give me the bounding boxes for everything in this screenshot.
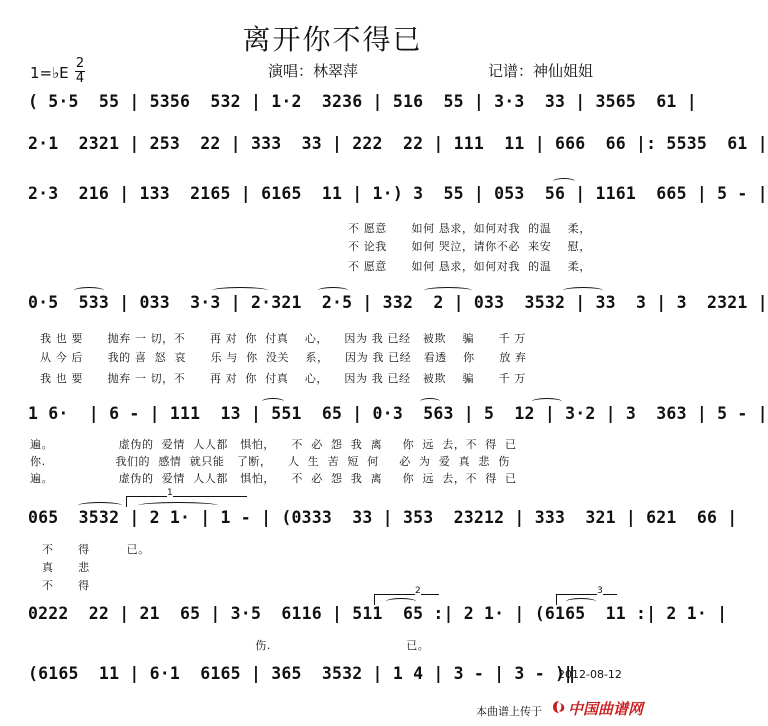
notation-system-4: 0·5 533 | 033 3·3 | 2·321 2·5 | 332 2 | 033 3532 | 33 3 | 3 2321 |: [28, 293, 768, 312]
singer-credit: 演唱：林翠萍: [268, 62, 359, 80]
notation-system-2: 2·1 2321 | 253 22 | 333 33 | 222 22 | 111 11 | 666 66 |: 5535 61 |: [28, 134, 768, 153]
key-signature: 1=♭E: [30, 64, 69, 82]
slur-mark: [318, 287, 348, 294]
slur-mark: [532, 398, 562, 405]
notation-system-7: 0222 22 | 21 65 | 3·5 6116 | 511 65 :| 2 1· | (6165 11 :| 2 1· |: [28, 604, 728, 623]
upload-note: 本曲谱上传于: [476, 705, 542, 718]
notation-system-8: (6165 11 | 6·1 6165 | 365 3532 | 1 4 | 3 - | 3 - )‖: [28, 664, 576, 683]
slur-mark: [74, 287, 104, 294]
notation-system-1: ( 5·5 55 | 5356 532 | 1·2 3236 | 516 55 | 3·3 33 | 3565 61 |: [28, 92, 697, 111]
lyric-line: 不 论我 如何 哭泣，请你不必 来安 慰，: [348, 240, 591, 253]
notation-system-6: 065 3532 | 2 1· | 1 - | (0333 33 | 353 23212 | 333 321 | 621 66 |: [28, 508, 738, 527]
lyric-line: 遍。 虚伪的 爱情 人人都 惧怕， 不 必 怨 我 离 你 远 去，不 得 已: [30, 438, 517, 451]
transcription-date: 2012-08-12: [558, 668, 622, 681]
notation-system-3: 2·3 216 | 133 2165 | 6165 11 | 1·) 3 55 | 053 56 | 1161 665 | 5 - |: [28, 184, 768, 203]
lyric-line: 你. 我们的 感情 就只能 了断， 人 生 苦 短 何 必 为 爱 真 悲 伤: [30, 455, 510, 468]
transcriber-credit: 记谱：神仙姐姐: [488, 62, 594, 80]
song-title: 离开你不得已: [242, 23, 423, 56]
site-brand[interactable]: 中国曲谱网: [568, 700, 644, 718]
slur-mark: [212, 287, 268, 294]
volta-number: 2: [415, 586, 421, 596]
slur-mark: [424, 287, 472, 294]
slur-mark: [78, 502, 122, 509]
lyric-line: 伤. 已。: [30, 639, 430, 652]
slur-mark: [563, 287, 603, 294]
volta-number: 1: [167, 488, 173, 498]
volta-number: 3: [597, 586, 603, 596]
notation-system-5: 1 6· | 6 - | 111 13 | 551 65 | 0·3 563 | 5 12 | 3·2 | 3 363 | 5 - |: [28, 404, 768, 423]
time-signature-bottom: 4: [75, 71, 85, 86]
lyric-line: 不 得: [42, 579, 90, 592]
slur-mark: [553, 178, 575, 185]
time-signature: [75, 58, 85, 85]
lyric-line: 从 今 后 我的 喜 怒 哀 乐 与 你 没关 系， 因为 我 已经 看透 你 放 弃: [40, 351, 527, 364]
slur-mark: [386, 598, 416, 605]
time-signature-top: 2: [75, 56, 85, 71]
lyric-line: 不 得 已。: [42, 543, 150, 556]
slur-mark: [566, 598, 596, 605]
lyric-line: 我 也 要 抛弃 一 切，不 再 对 你 付真 心， 因为 我 已经 被欺 骗 千 万: [40, 332, 526, 345]
lyric-line: 不 愿意 如何 恳求，如何对我 的温 柔，: [348, 260, 591, 273]
slur-mark: [262, 398, 284, 405]
slur-mark: [420, 398, 440, 405]
slur-mark: [138, 502, 218, 509]
lyric-line: 遍。 虚伪的 爱情 人人都 惧怕， 不 必 怨 我 离 你 远 去，不 得 已: [30, 472, 517, 485]
site-logo-icon: [552, 700, 566, 714]
lyric-line: 不 愿意 如何 恳求，如何对我 的温 柔，: [348, 222, 591, 235]
lyric-line: 真 悲: [42, 561, 90, 574]
lyric-line: 我 也 要 抛弃 一 切，不 再 对 你 付真 心， 因为 我 已经 被欺 骗 千 万: [40, 372, 526, 385]
